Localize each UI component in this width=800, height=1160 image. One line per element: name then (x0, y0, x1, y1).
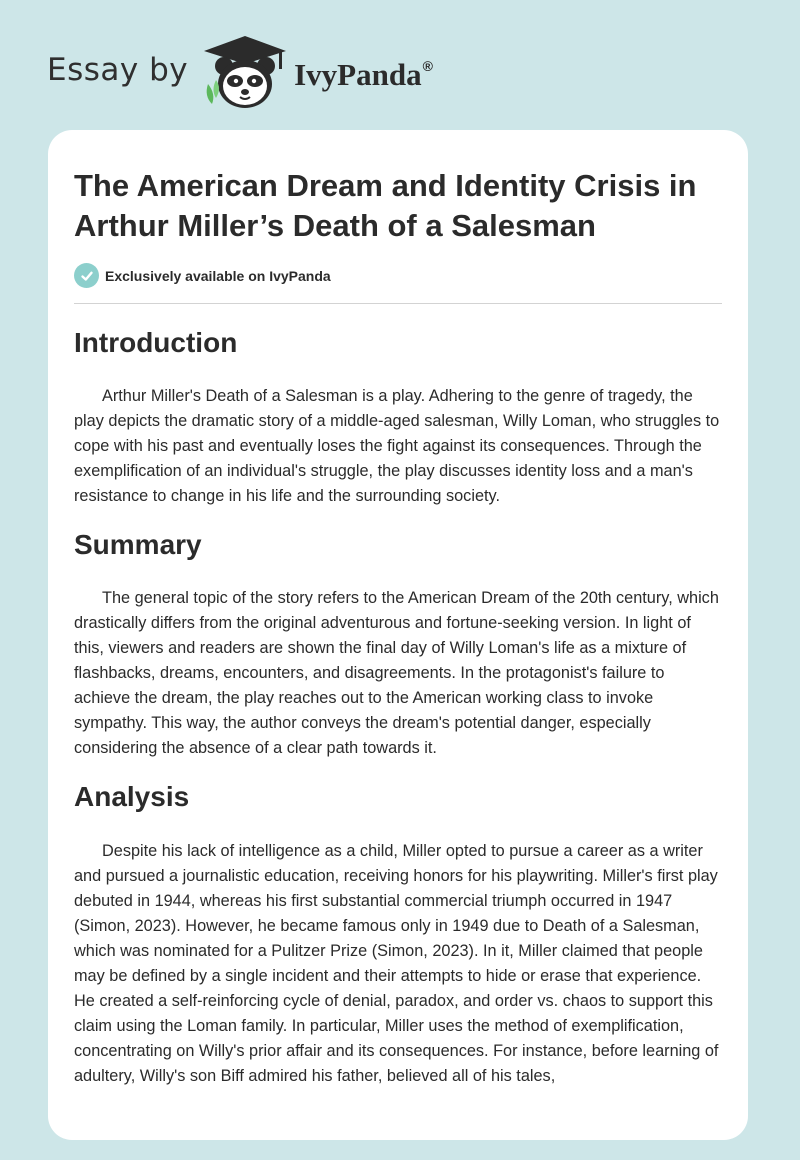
essay-card (48, 130, 748, 1140)
title-divider (74, 303, 722, 304)
brand-name[interactable] (294, 57, 433, 93)
exclusive-badge-text: Exclusively available on IvyPanda (105, 267, 331, 284)
panda-logo-icon[interactable] (202, 34, 288, 110)
checkmark-icon (74, 263, 99, 288)
brand-name-text: IvyPanda (294, 57, 422, 92)
site-header (47, 34, 433, 110)
essay-by-label: Essay by (47, 52, 189, 88)
section-heading-analysis: Analysis (74, 781, 190, 812)
section-paragraph-summary: The general topic of the story refers to the American Dream of the 20th century, which drastically differs from the original adventurous and fortune-seeking version. In light of this, viewers and readers are shown the final day of Willy Loman's life as a mixture of flashbacks, dreams, encounters, and disagreements. In the protagonist's failure to achieve the dream, the play reaches out to the American working class to invoke sympathy. This way, the author conveys the dream's potential danger, especially considering the absence of a clear path towards it. (74, 589, 719, 757)
registered-mark: ® (422, 58, 433, 74)
exclusive-badge (74, 263, 331, 288)
essay-title: The American Dream and Identity Crisis in Arthur Miller’s Death of a Salesman (74, 168, 697, 243)
section-heading-introduction: Introduction (74, 327, 238, 358)
section-paragraph-introduction: Arthur Miller's Death of a Salesman is a play. Adhering to the genre of tragedy, the play depicts the dramatic story of a middle-aged salesman, Willy Loman, who struggles to cope with his past and eventually loses the fight against its consequences. Through the exemplification of an individual's struggle, the play discusses identity loss and a man's resistance to change in his life and the surrounding society. (74, 387, 720, 505)
section-paragraph-analysis: Despite his lack of intelligence as a child, Miller opted to pursue a career as a writer and pursued a journalistic education, receiving honors for his playwriting. Miller's first play debuted in 1944, whereas his first substantial commercial triumph occurred in 1947 (Simon, 2023). However, he became famous only in 1949 due to Death of a Salesman, which was nominated for a Pulitzer Prize (Simon, 2023). In it, Miller claimed that people may be defined by a single incident and their attempts to hide or erase that experience. He created a self-reinforcing cycle of denial, paradox, and order vs. chaos to support this claim using the Loman family. In particular, Miller uses the method of exemplification, concentrating on Willy's prior affair and its consequences. For instance, before learning of adultery, Willy's son Biff admired his father, believed all of his tales, (74, 842, 719, 1085)
section-heading-summary: Summary (74, 529, 202, 560)
